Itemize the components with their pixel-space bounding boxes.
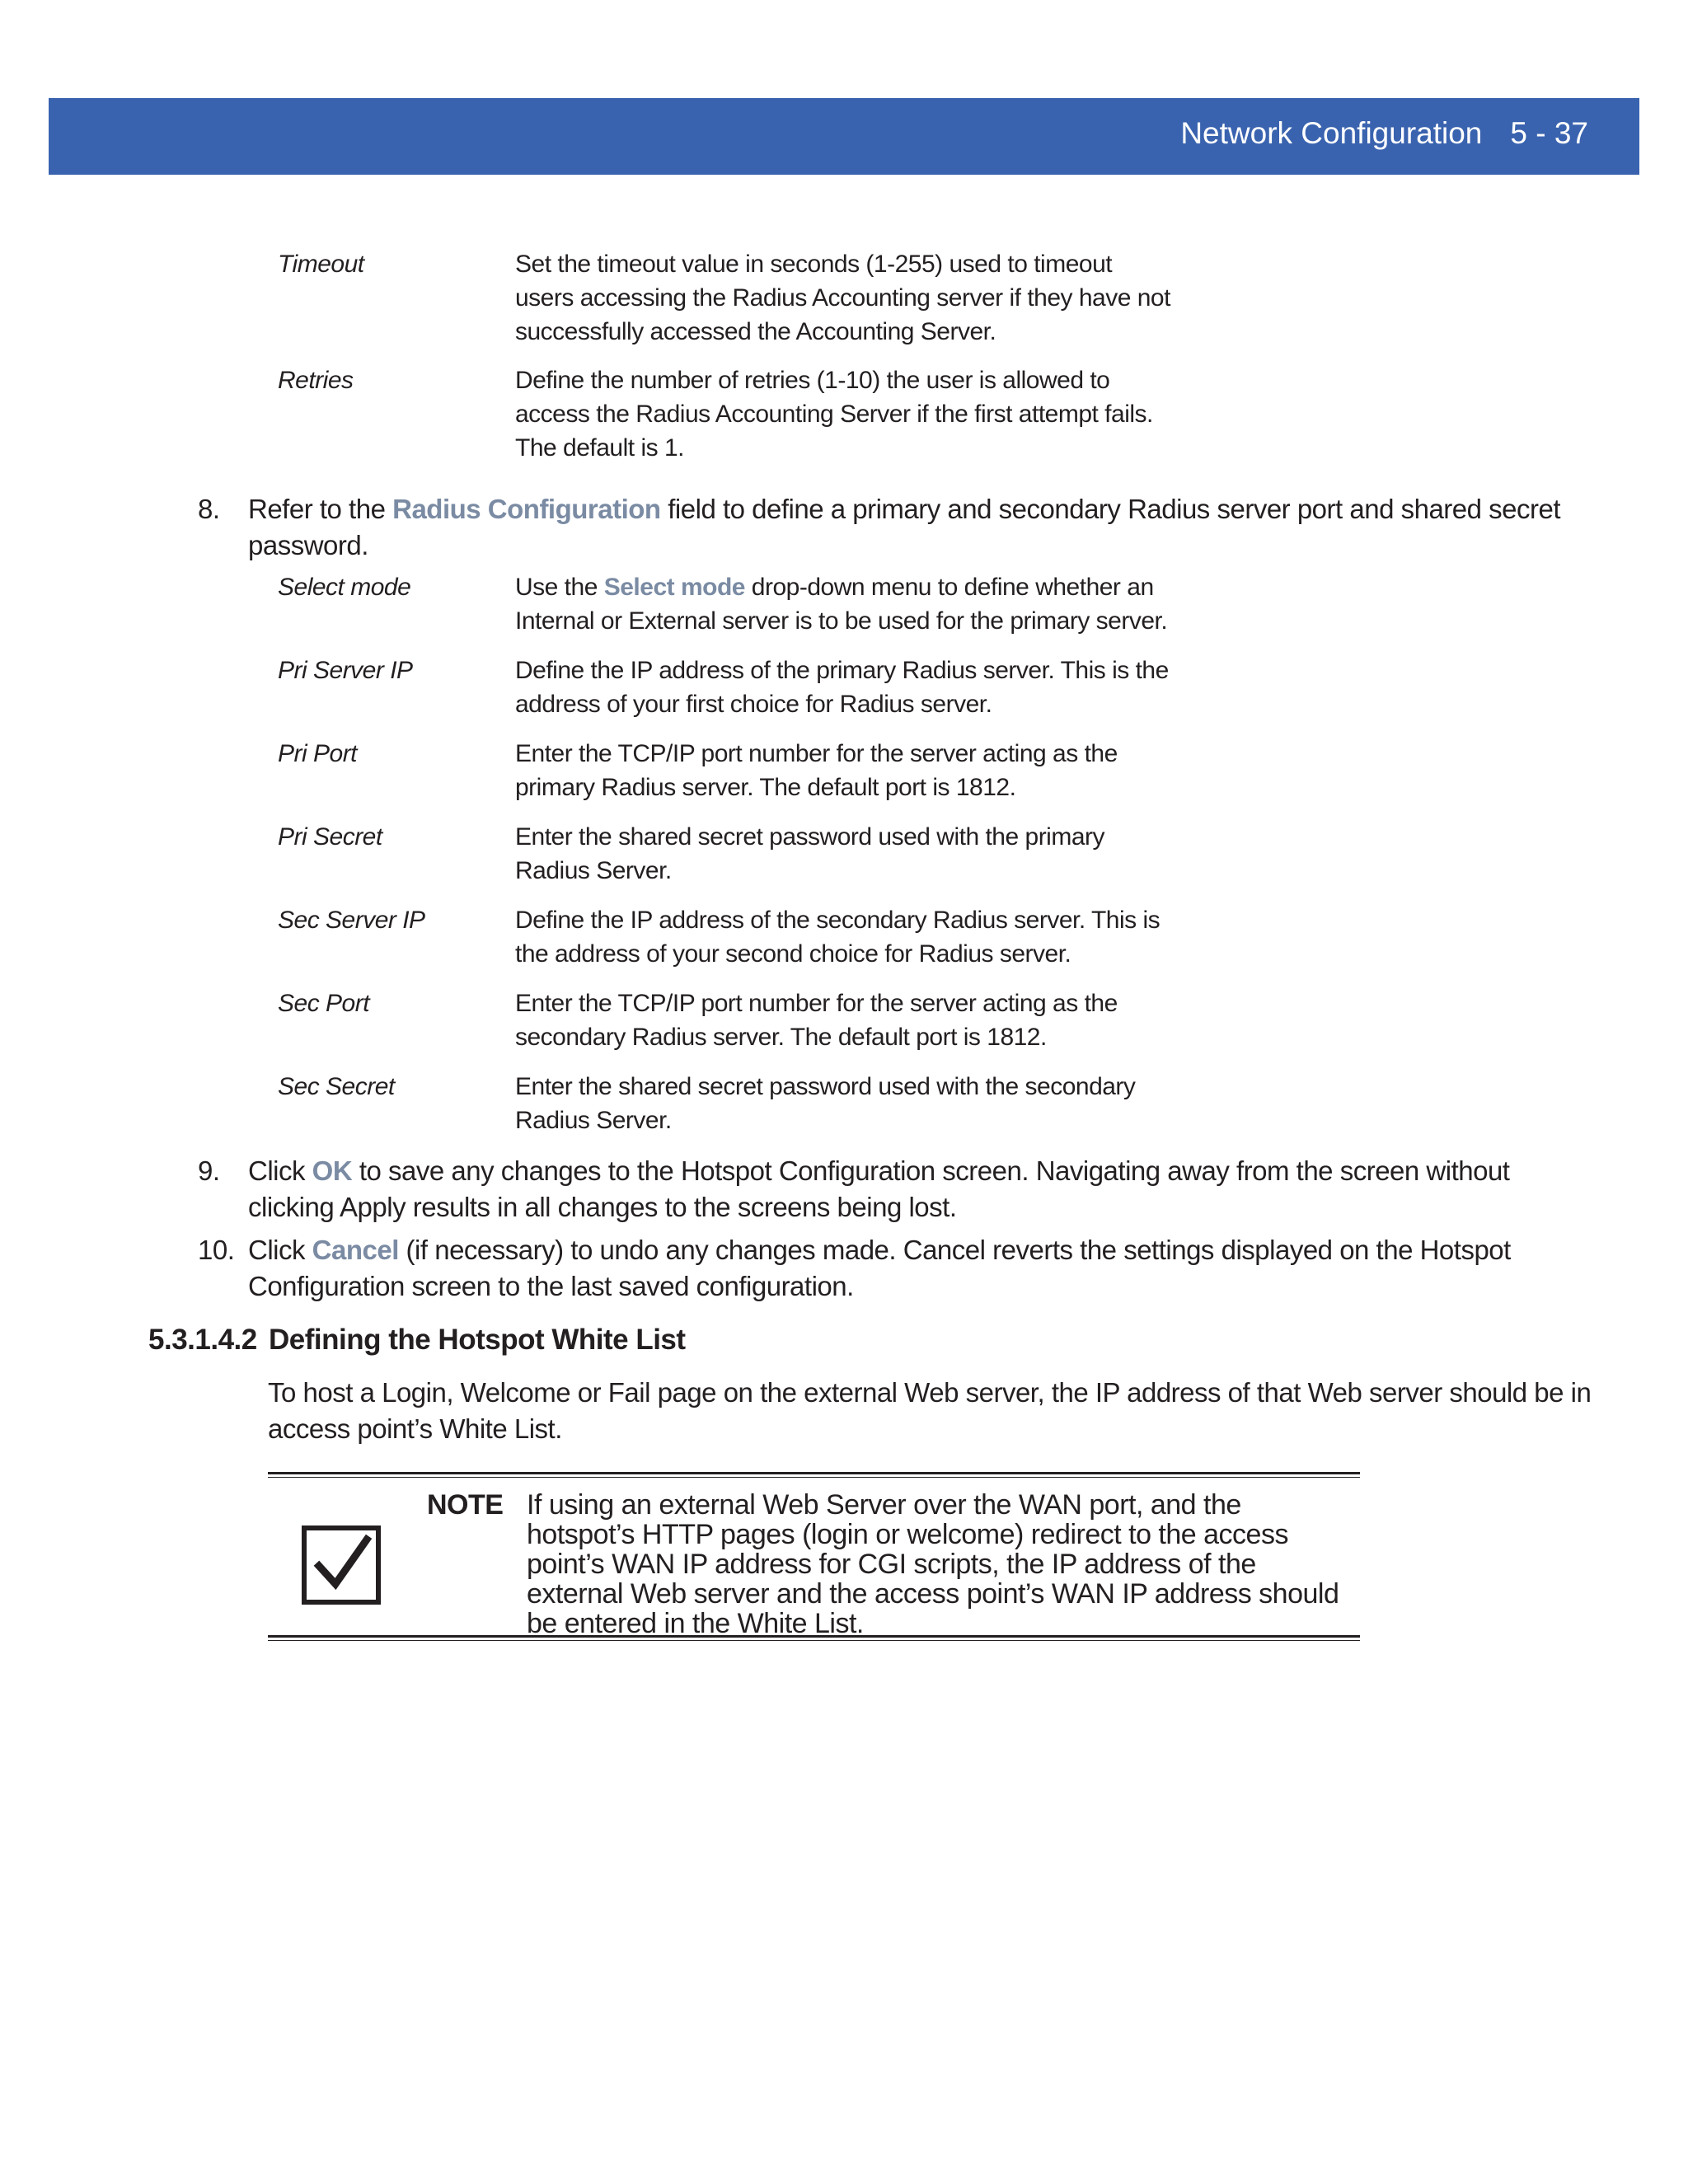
def-desc (515, 570, 1175, 638)
step-text (248, 1232, 1592, 1305)
def-term: Pri Server IP (278, 657, 413, 684)
step-text-pre: Refer to the (248, 494, 393, 524)
def-term: Timeout (278, 251, 364, 278)
step-text (248, 1153, 1592, 1226)
def-desc: Enter the TCP/IP port number for the server acting as the primary Radius server. The default port is 1812. (515, 740, 1118, 801)
step-text-pre: Click (248, 1155, 312, 1186)
step-number: 10. (198, 1235, 235, 1265)
def-term: Pri Secret (278, 823, 382, 851)
note-top-rule (268, 1472, 1360, 1478)
def-term: Sec Secret (278, 1073, 395, 1100)
checkbox-check-icon (301, 1525, 382, 1605)
step-text-post: to save any changes to the Hotspot Configuration screen. Navigating away from the screen without clicking Apply results in all changes to the screens being lost. (248, 1155, 1510, 1222)
page-number: 5 - 37 (1510, 116, 1588, 150)
select-mode-ref: Select mode (603, 574, 745, 601)
def-term: Pri Port (278, 740, 358, 767)
def-term: Retries (278, 367, 354, 394)
step-text-post: (if necessary) to undo any changes made. Cancel reverts the settings displayed on the Hotspot Configuration screen to the last saved configuration. (248, 1235, 1511, 1301)
def-desc: Define the IP address of the primary Radius server. This is the address of your first choice for Radius server. (515, 657, 1169, 718)
radius-configuration-field-ref: Radius Configuration (392, 494, 661, 524)
def-desc: Define the IP address of the secondary Radius server. This is the address of your second choice for Radius server. (515, 907, 1160, 968)
def-desc: Set the timeout value in seconds (1-255) used to timeout users accessing the Radius Accounting server if they have not successfully accessed the Accounting Server. (515, 251, 1170, 345)
section-heading (148, 1322, 686, 1358)
def-desc: Enter the TCP/IP port number for the server acting as the secondary Radius server. The default port is 1812. (515, 990, 1118, 1051)
header-section-title: Network Configuration (1180, 116, 1483, 150)
def-term: Sec Server IP (278, 907, 425, 934)
section-number: 5.3.1.4.2 (148, 1324, 257, 1356)
cancel-button-ref: Cancel (312, 1235, 399, 1265)
note-label: NOTE (427, 1489, 504, 1521)
step-number: 9. (198, 1155, 220, 1186)
section-body: To host a Login, Welcome or Fail page on the external Web server, the IP address of that Web server should be in access point’s White List. (268, 1377, 1592, 1444)
step-text (248, 491, 1592, 564)
ok-button-ref: OK (312, 1155, 353, 1186)
step-text-pre: Click (248, 1235, 312, 1265)
def-desc-post: drop-down menu to define whether an Internal or External server is to be used for the primary server. (515, 574, 1168, 635)
note-bottom-rule (268, 1635, 1360, 1641)
page-header (49, 98, 1639, 175)
def-term: Select mode (278, 574, 411, 601)
section-title: Defining the Hotspot White List (269, 1324, 686, 1356)
header-text (1180, 116, 1588, 151)
note-text: If using an external Web Server over the WAN port, and the hotspot’s HTTP pages (login or welcome) redirect to the access point’s WAN IP address for CGI scripts, the IP address of the external Web server and the access point’s WAN IP address should be entered in the White List. (527, 1489, 1339, 1639)
def-desc: Enter the shared secret password used with the primary Radius Server. (515, 823, 1105, 884)
def-desc: Enter the shared secret password used with the secondary Radius Server. (515, 1073, 1136, 1134)
step-number: 8. (198, 494, 220, 524)
step-text-post: field to define a primary and secondary Radius server port and shared secret password. (248, 494, 1561, 560)
def-desc-pre: Use the (515, 574, 604, 601)
def-term: Sec Port (278, 990, 370, 1017)
def-desc: Define the number of retries (1-10) the user is allowed to access the Radius Accounting Server if the first attempt fails. The default is 1. (515, 367, 1153, 462)
